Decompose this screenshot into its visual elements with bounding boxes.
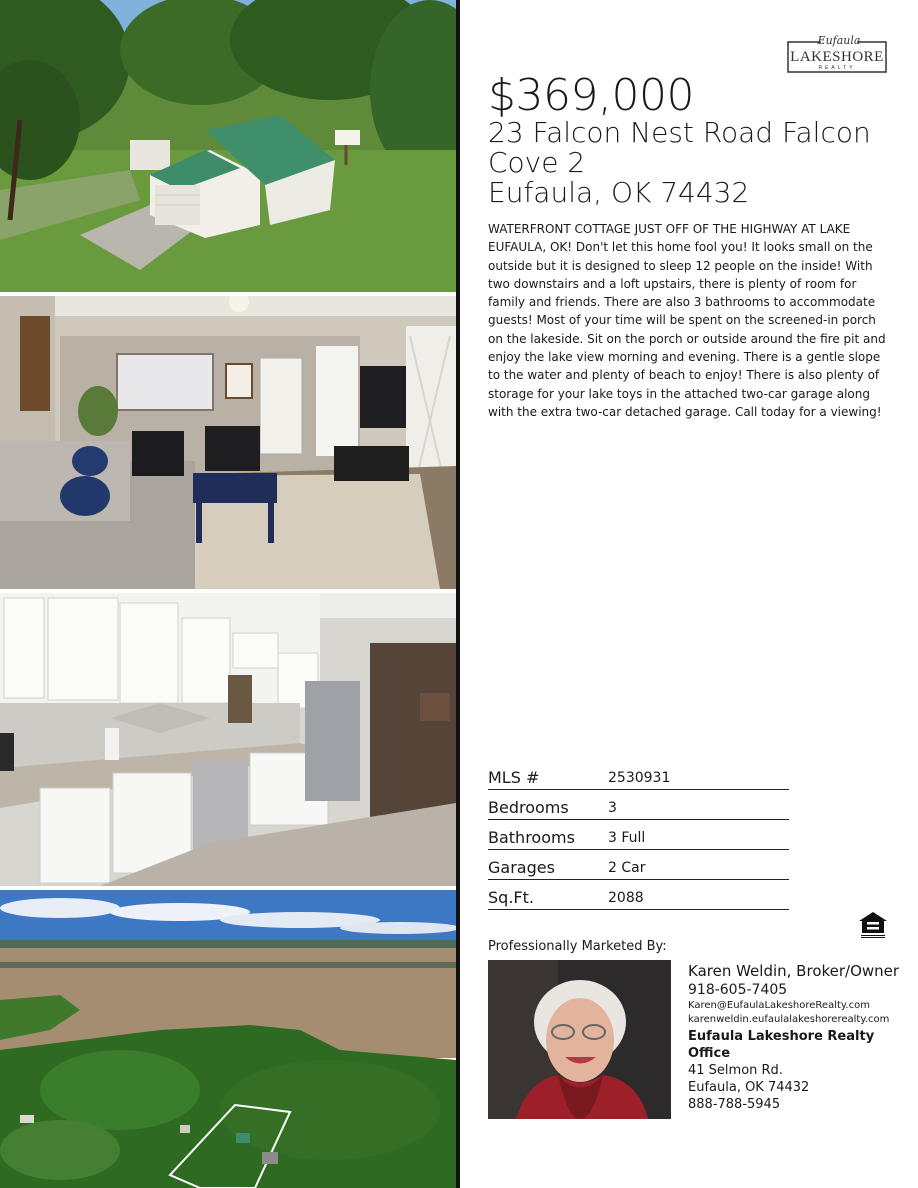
kitchen-photo[interactable] xyxy=(0,593,456,886)
agent-phone[interactable]: 918-605-7405 xyxy=(688,982,788,998)
fact-label: MLS # xyxy=(488,768,540,787)
fact-label: Sq.Ft. xyxy=(488,888,534,907)
fact-row-bedrooms xyxy=(488,790,789,820)
photo-column xyxy=(0,0,456,1188)
aerial-lake-photo[interactable] xyxy=(0,890,456,1188)
fact-row-mls xyxy=(488,760,789,790)
listing-address xyxy=(488,118,888,208)
listing-description: WATERFRONT COTTAGE JUST OFF OF THE HIGHWAY AT LAKE EUFAULA, OK! Don't let this home fool you! It looks small on the outside but it is designed to sleep 12 people on the inside! With two downstairs and a loft upstairs, there is plenty of room for family and friends. There are also 3 bathrooms to accommodate guests! Most of your time will be spent on the screened-in porch on the lakeside. Sit on the porch or outside around the fire pit and enjoy the lake view morning and evening. There is a gentle slope to the water and plenty of beach to enjoy! There is also plenty of storage for your lake toys in the attached two-car garage along with the extra two-car detached garage. Call today for a viewing! xyxy=(488,222,886,419)
fact-label: Bedrooms xyxy=(488,798,569,817)
office-phone[interactable]: 888-788-5945 xyxy=(688,1097,781,1112)
fact-row-bathrooms xyxy=(488,820,789,850)
svg-text:Eufaula: Eufaula xyxy=(817,34,861,47)
fact-value: 2 Car xyxy=(608,860,646,876)
agent-name: Karen Weldin, Broker/Owner xyxy=(688,962,900,980)
column-divider xyxy=(456,0,460,1188)
marketed-by-label: Professionally Marketed By: xyxy=(488,939,667,954)
fact-value: 2530931 xyxy=(608,770,671,786)
property-facts-table xyxy=(488,760,789,910)
office-address-line-2: Eufaula, OK 74432 xyxy=(688,1080,810,1095)
agent-email[interactable]: Karen@EufaulaLakeshoreRealty.com xyxy=(688,1000,870,1011)
fact-value: 3 xyxy=(608,800,617,816)
listing-price: $369,000 xyxy=(488,70,694,121)
office-name: Eufaula Lakeshore Realty Office xyxy=(688,1029,875,1061)
svg-text:LAKESHORE: LAKESHORE xyxy=(790,49,884,65)
fact-row-garages xyxy=(488,850,789,880)
agent-headshot xyxy=(488,960,671,1119)
agent-website[interactable]: karenweldin.eufaulalakeshorerealty.com xyxy=(688,1014,890,1025)
address-line-1: 23 Falcon Nest Road Falcon xyxy=(488,116,871,149)
agent-contact-block xyxy=(688,962,913,1113)
address-line-2: Cove 2 xyxy=(488,146,586,179)
fact-value: 3 Full xyxy=(608,830,646,846)
eufaula-lakeshore-realty-logo xyxy=(787,32,887,74)
living-room-photo[interactable] xyxy=(0,296,456,589)
address-line-3: Eufaula, OK 74432 xyxy=(488,176,750,209)
fact-value: 2088 xyxy=(608,890,644,906)
fact-row-sqft xyxy=(488,880,789,910)
fact-label: Garages xyxy=(488,858,555,877)
svg-text:REALTY: REALTY xyxy=(818,65,856,71)
office-address-line-1: 41 Selmon Rd. xyxy=(688,1063,783,1078)
exterior-photo[interactable] xyxy=(0,0,456,292)
fact-label: Bathrooms xyxy=(488,828,575,847)
equal-housing-opportunity-icon xyxy=(858,911,888,939)
